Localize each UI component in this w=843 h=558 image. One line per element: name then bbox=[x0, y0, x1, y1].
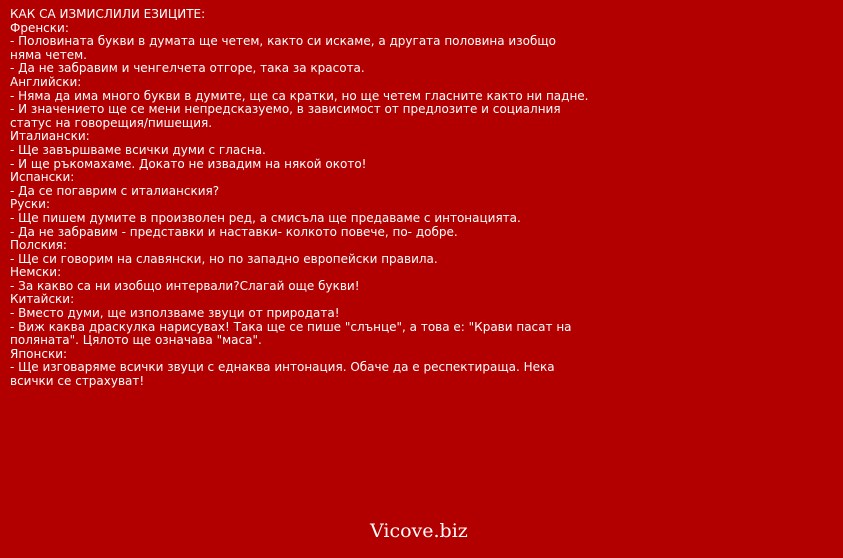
section-item: - Да не забравим - представки и наставки- колкото повече, по- добре. bbox=[10, 224, 458, 239]
section-item: - И ще ръкомахаме. Докато не извадим на някой окото! bbox=[10, 156, 367, 171]
section-heading-spanish: Испански: bbox=[10, 170, 75, 185]
section-heading-chinese: Китайски: bbox=[10, 292, 75, 307]
site-watermark: Vicove.biz bbox=[370, 520, 468, 542]
section-item: - Да не забравим и ченгелчета отгоре, така за красота. bbox=[10, 61, 365, 76]
section-heading-russian: Руски: bbox=[10, 197, 51, 212]
section-heading-german: Немски: bbox=[10, 265, 62, 280]
section-heading-polish: Полския: bbox=[10, 238, 67, 253]
section-item: - Виж каква драскулка нарисувах! Така ще се пише "слънце", а това е: "Крави пасат на поляната". Цялото ще означава "маса". bbox=[10, 319, 572, 348]
section-heading-french: Френски: bbox=[10, 20, 69, 35]
section-item: - Да се погаврим с италианския? bbox=[10, 183, 220, 198]
section-item: - И значението ще се мени непредсказуемо, в зависимост от предлозите и социалния статус на говорещия/пишещия. bbox=[10, 102, 561, 130]
section-heading-italian: Италиански: bbox=[10, 129, 90, 144]
joke-text-block bbox=[10, 8, 590, 389]
section-item: - Ще си говорим на славянски, но по западно европейски правила. bbox=[10, 251, 438, 266]
section-item: - Ще изговаряме всички звуци с еднаква интонация. Обаче да е респектираща. Нека всички се страхуват! bbox=[10, 360, 555, 389]
section-item: - Ще завършваме всички думи с гласна. bbox=[10, 142, 266, 157]
section-item: - Вместо думи, ще използваме звуци от природата! bbox=[10, 306, 340, 321]
section-heading-japanese: Японски: bbox=[10, 346, 68, 361]
joke-title: КАК СА ИЗМИСЛИЛИ ЕЗИЦИТЕ: bbox=[10, 7, 206, 21]
section-item: - Няма да има много букви в думите, ще са кратки, но ще четем гласните както ни падне. bbox=[10, 88, 589, 103]
section-item: - За какво са ни изобщо интервали?Слагай още букви! bbox=[10, 278, 360, 293]
section-heading-english: Английски: bbox=[10, 74, 82, 89]
section-item: - Половината букви в думата ще четем, както си искаме, а другата половина изобщо няма четем. bbox=[10, 34, 556, 62]
section-item: - Ще пишем думите в произволен ред, а смисъла ще предаваме с интонацията. bbox=[10, 210, 521, 225]
